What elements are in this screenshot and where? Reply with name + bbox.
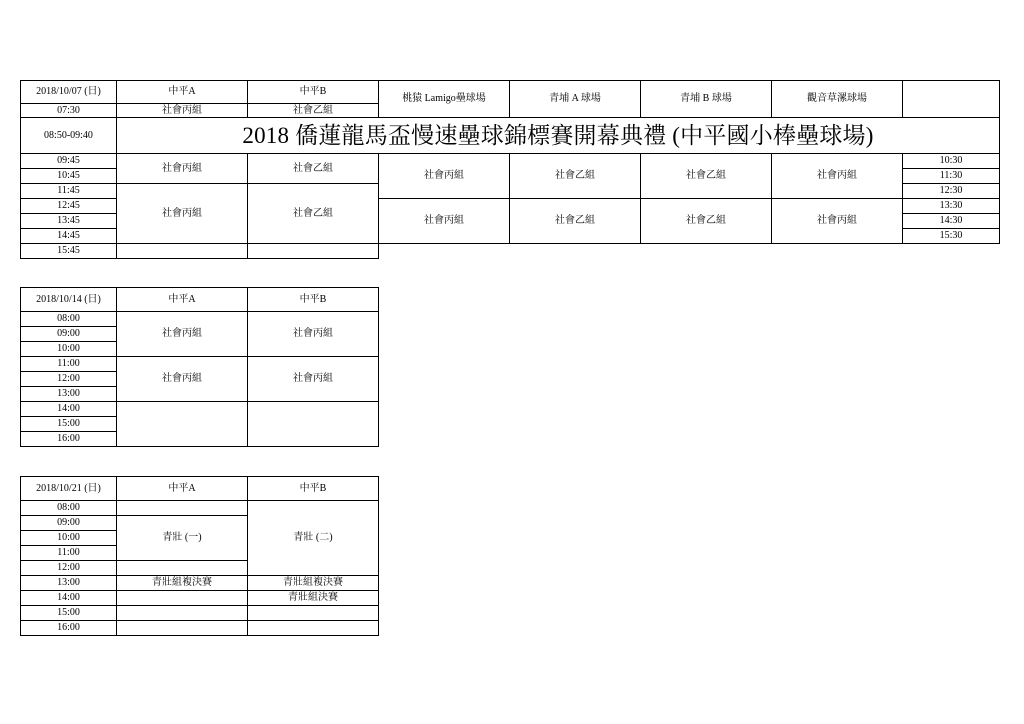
game-cell: 社會丙組	[117, 312, 248, 357]
game-cell-empty	[117, 591, 248, 606]
time-cell: 13:00	[21, 576, 117, 591]
game-cell: 社會丙組	[248, 312, 379, 357]
time-cell: 09:45	[21, 154, 117, 169]
venue-header-empty	[903, 81, 1000, 118]
game-cell: 社會乙組	[510, 199, 641, 244]
game-cell-empty	[117, 606, 248, 621]
time-cell: 11:30	[903, 169, 1000, 184]
time-cell: 16:00	[21, 621, 117, 636]
game-cell: 社會乙組	[510, 154, 641, 199]
field-header-zhongping-b: 中平B	[248, 81, 379, 104]
time-cell: 09:00	[21, 516, 117, 531]
game-cell: 社會乙組	[248, 154, 379, 184]
field-header-zhongping-b: 中平B	[248, 477, 379, 501]
field-header-zhongping-b: 中平B	[248, 288, 379, 312]
venue-header-taoyuan: 桃猿 Lamigo壘球場	[379, 81, 510, 118]
venue-header-guanyin: 觀音草漯球場	[772, 81, 903, 118]
game-cell: 社會乙組	[641, 199, 772, 244]
time-cell: 11:45	[21, 184, 117, 199]
game-cell-empty	[117, 621, 248, 636]
game-cell: 社會丙組	[379, 199, 510, 244]
time-cell: 10:30	[903, 154, 1000, 169]
game-cell: 青壯組決賽	[248, 591, 379, 606]
date-header: 2018/10/21 (日)	[21, 477, 117, 501]
game-cell-empty	[248, 621, 379, 636]
game-cell: 社會丙組	[117, 184, 248, 244]
game-cell-empty	[117, 501, 248, 516]
field-header-zhongping-a: 中平A	[117, 288, 248, 312]
game-cell-empty	[117, 244, 248, 259]
time-cell: 10:00	[21, 531, 117, 546]
time-cell: 13:45	[21, 214, 117, 229]
time-cell: 14:00	[21, 402, 117, 417]
schedule-table-oct-14	[20, 287, 379, 447]
schedule-table-oct-07	[20, 80, 1000, 259]
time-cell: 14:30	[903, 214, 1000, 229]
time-cell: 15:00	[21, 606, 117, 621]
venue-header-qingpu-a: 青埔 A 球場	[510, 81, 641, 118]
schedule-table-oct-21	[20, 476, 379, 636]
time-cell: 12:00	[21, 561, 117, 576]
game-cell-empty	[117, 561, 248, 576]
game-cell: 社會丙組	[248, 357, 379, 402]
date-header: 2018/10/14 (日)	[21, 288, 117, 312]
game-cell: 社會丙組	[117, 104, 248, 118]
time-cell: 12:30	[903, 184, 1000, 199]
time-cell: 10:45	[21, 169, 117, 184]
game-cell-empty	[248, 606, 379, 621]
game-cell-empty	[248, 402, 379, 447]
game-cell-empty	[117, 402, 248, 447]
time-cell: 12:45	[21, 199, 117, 214]
game-cell: 社會丙組	[379, 154, 510, 199]
time-cell: 07:30	[21, 104, 117, 118]
game-cell: 社會乙組	[641, 154, 772, 199]
time-cell: 15:30	[903, 229, 1000, 244]
time-cell: 10:00	[21, 342, 117, 357]
time-cell: 16:00	[21, 432, 117, 447]
game-cell: 社會丙組	[772, 154, 903, 199]
game-cell: 青壯 (一)	[117, 516, 248, 561]
time-cell: 13:30	[903, 199, 1000, 214]
game-cell: 青壯組複決賽	[117, 576, 248, 591]
game-cell: 社會乙組	[248, 104, 379, 118]
game-cell: 青壯組複決賽	[248, 576, 379, 591]
game-cell: 社會丙組	[117, 154, 248, 184]
time-cell: 11:00	[21, 357, 117, 372]
time-cell: 13:00	[21, 387, 117, 402]
time-cell: 08:00	[21, 501, 117, 516]
time-cell: 11:00	[21, 546, 117, 561]
game-cell: 青壯 (二)	[248, 501, 379, 576]
game-cell: 社會乙組	[248, 184, 379, 244]
game-cell: 社會丙組	[117, 357, 248, 402]
date-header: 2018/10/07 (日)	[21, 81, 117, 104]
venue-header-qingpu-b: 青埔 B 球場	[641, 81, 772, 118]
time-cell: 09:00	[21, 327, 117, 342]
time-cell: 08:00	[21, 312, 117, 327]
time-cell: 12:00	[21, 372, 117, 387]
opening-ceremony-title: 2018 僑蓮龍馬盃慢速壘球錦標賽開幕典禮 (中平國小棒壘球場)	[117, 118, 1000, 154]
field-header-zhongping-a: 中平A	[117, 477, 248, 501]
game-cell: 社會丙組	[772, 199, 903, 244]
time-cell: 14:00	[21, 591, 117, 606]
field-header-zhongping-a: 中平A	[117, 81, 248, 104]
time-cell: 14:45	[21, 229, 117, 244]
time-cell: 15:00	[21, 417, 117, 432]
time-cell: 08:50-09:40	[21, 118, 117, 154]
time-cell: 15:45	[21, 244, 117, 259]
game-cell-empty	[248, 244, 379, 259]
